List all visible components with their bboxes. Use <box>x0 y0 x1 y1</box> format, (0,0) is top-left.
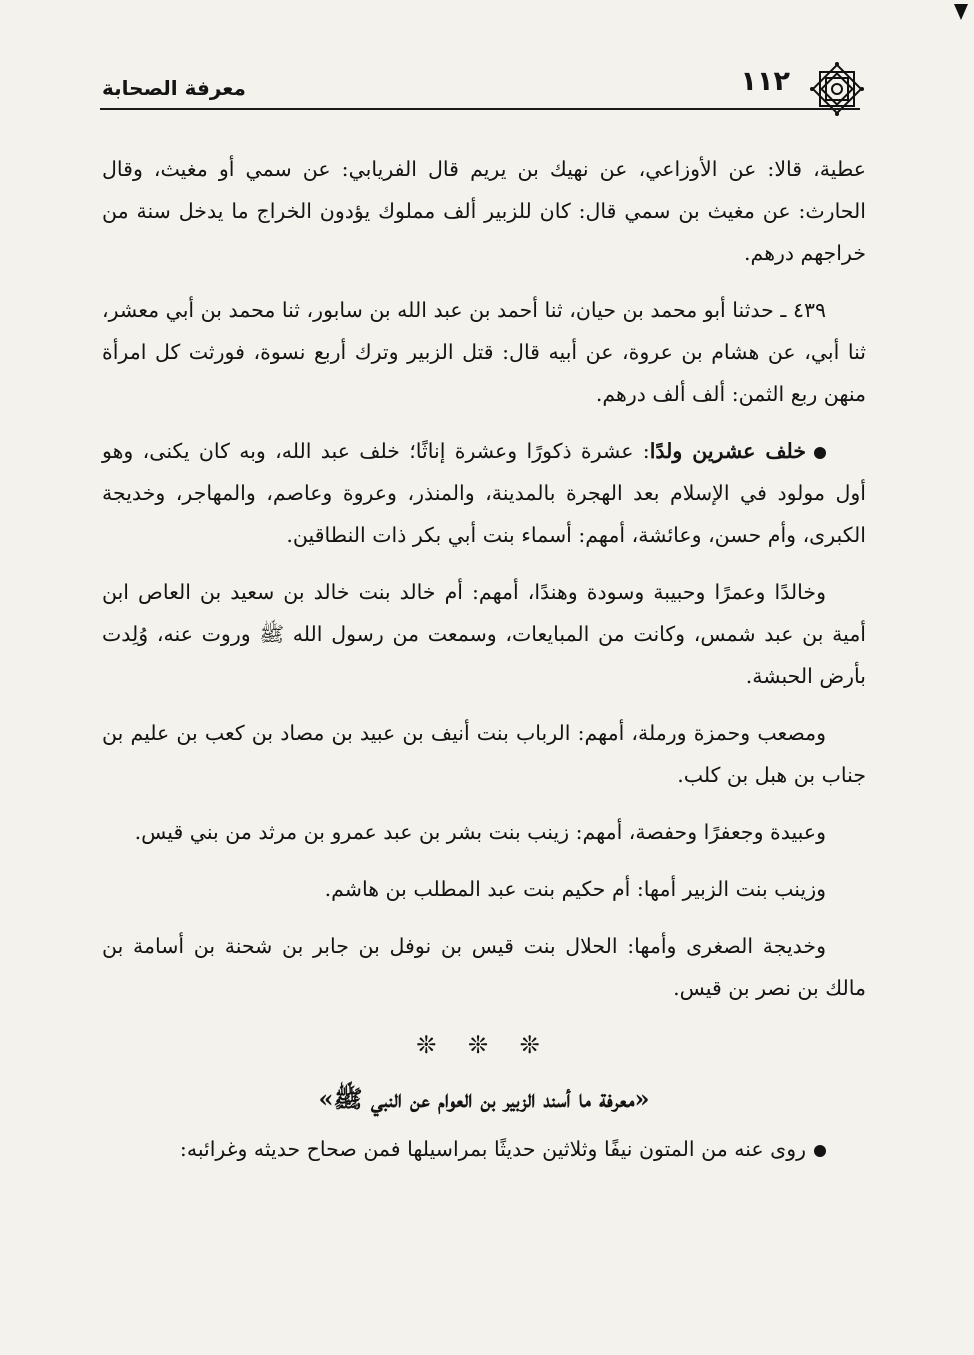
paragraph <box>102 868 866 910</box>
paragraph <box>102 148 866 274</box>
paragraph <box>102 571 866 697</box>
page-number: ١١٢ <box>740 66 790 97</box>
paragraph-text: عطية، قالا: عن الأوزاعي، عن نهيك بن يريم قال الفريابي: عن سمي أو مغيث، وقال الحارث: عن مغيث بن سمي قال: كان للزبير ألف مملوك يؤدون الخراج ما يدخل سنة من خراجهم درهم. <box>102 157 866 265</box>
body-text <box>102 148 866 1185</box>
paragraph-text: روى عنه من المتون نيفًا وثلاثين حديثًا بمراسيلها فمن صحاح حديثه وغرائبه: <box>179 1137 806 1161</box>
paragraph <box>102 811 866 853</box>
bullet-icon <box>814 1145 826 1157</box>
paragraph <box>102 925 866 1009</box>
paragraph-text: : عشرة ذكورًا وعشرة إناثًا؛ خلف عبد الله، وبه كان يكنى، وهو أول مولود في الإسلام بعد الهجرة بالمدينة، والمنذر، وعروة وعاصم، والمهاجر، وخديجة الكبرى، وأم حسن، وعائشة، أمهم: أسماء بنت أبي بكر ذات النطاقين. <box>102 439 866 547</box>
book-title: معرفة الصحابة <box>102 76 246 100</box>
paragraph-text: ٤٣٩ ـ حدثنا أبو محمد بن حيان، ثنا أحمد بن عبد الله بن سابور، ثنا محمد بن أبي معشر، ثنا أبي، عن هشام بن عروة، عن أبيه قال: قتل الزبير وترك أربع نسوة، فورثت كل امرأة منهن ربع الثمن: ألف ألف درهم. <box>102 298 866 406</box>
paragraph-text: وعبيدة وجعفرًا وحفصة، أمهم: زينب بنت بشر بن عبد عمرو بن مرثد من بني قيس. <box>134 820 826 844</box>
paragraph-children <box>102 430 866 556</box>
paragraph-lead: خلف عشرين ولدًا <box>649 439 807 463</box>
paragraph-text: وزينب بنت الزبير أمها: أم حكيم بنت عبد المطلب بن هاشم. <box>324 877 826 901</box>
corner-mark <box>954 4 968 20</box>
header-rule <box>100 108 860 110</box>
page-header <box>100 60 866 110</box>
paragraph <box>102 712 866 796</box>
bullet-icon <box>814 447 826 459</box>
paragraph-text: وخديجة الصغرى وأمها: الحلال بنت قيس بن نوفل بن جابر بن شحنة بن أسامة بن مالك بن نصر بن قيس. <box>102 934 866 1000</box>
section-intro <box>102 1128 866 1170</box>
paragraph-hadith-439 <box>102 289 866 415</box>
section-separator: ❊ ❊ ❊ <box>416 1031 552 1059</box>
section-heading: «معرفة ما أسند الزبير بن العوام عن النبي ﷺ» <box>318 1084 650 1113</box>
paragraph-text: وخالدًا وعمرًا وحبيبة وسودة وهندًا، أمهم: أم خالد بنت خالد بن سعيد بن العاص ابن أمية بن عبد شمس، وكانت من المبايعات، وسمعت من رسول الله ﷺ وروت عنه، وُلِدت بأرض الحبشة. <box>102 580 866 688</box>
paragraph-text: ومصعب وحمزة ورملة، أمهم: الرباب بنت أنيف بن عبيد بن مصاد بن كعب بن عليم بن جناب بن هبل بن كلب. <box>102 721 866 787</box>
